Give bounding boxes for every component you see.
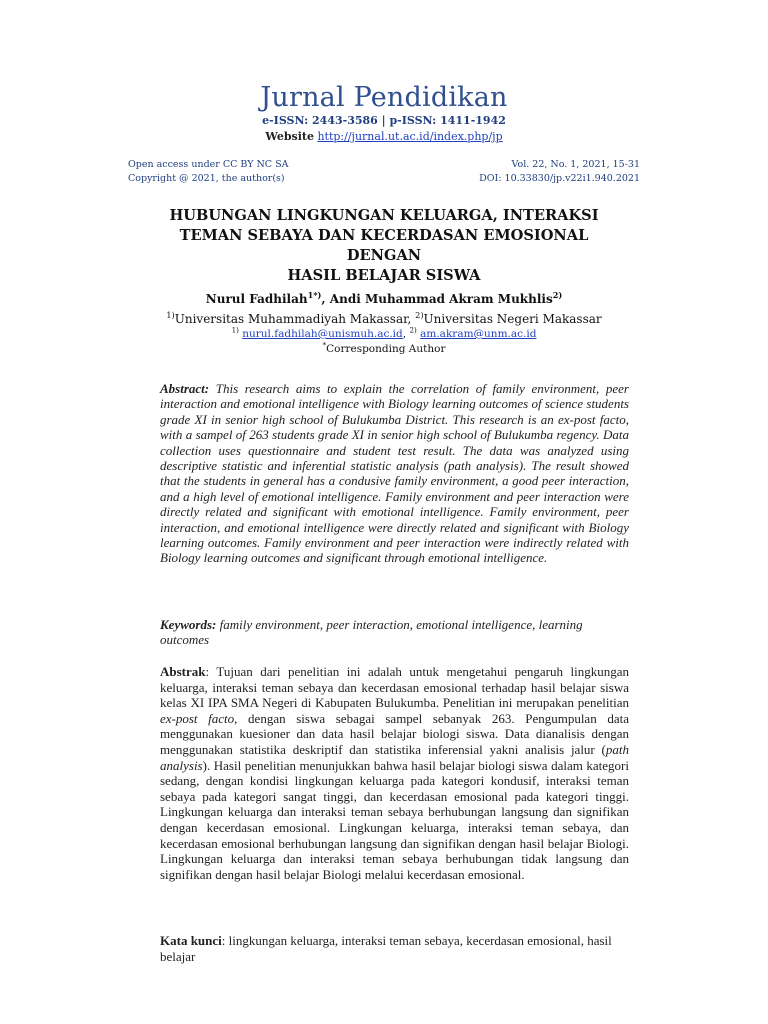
doi-text: DOI: 10.33830/jp.v22i1.940.2021 (479, 173, 640, 184)
corresponding-author (0, 340, 768, 355)
affiliation: Universitas Muhammadiyah Makassar, (174, 312, 416, 326)
kata-kunci (160, 933, 629, 964)
corresponding-text: Corresponding Author (326, 343, 446, 355)
keywords-label: Keywords: (160, 617, 217, 632)
website-link[interactable]: http://jurnal.ut.ac.id/index.php/jp (317, 130, 503, 143)
abstract-indonesian (160, 664, 629, 882)
copyright-text: Copyright @ 2021, the author(s) (128, 173, 285, 184)
affil-sup: 1) (166, 310, 175, 320)
author-name: Nurul Fadhilah (205, 292, 308, 306)
abstrak-text: : Tujuan dari penelitian ini adalah untuk mengetahui pengaruh lingkungan keluarga, interaksi teman sebaya dan kecerdasan emosional terhadap hasil belajar siswa kelas XI IPA SMA Negeri di Kabupaten Bulukumba. Penelitian ini merupakan penelitian (160, 664, 629, 711)
website-line (0, 130, 768, 143)
abstract-label: Abstract: (160, 381, 210, 396)
abstrak-italic: path analysis (160, 741, 629, 773)
email-sup: 2) (409, 325, 417, 335)
abstrak-text: ). Hasil penelitian menunjukkan bahwa hasil belajar biologi siswa dalam kategori sedang, dengan kondisi lingkungan keluarga pada kategori kondusif, interaksi teman sebaya pada kategori sangat tinggi, dan kecerdasan emosional pada kategori tinggi. Lingkungan keluarga dan interaksi teman sebaya berhubungan langsung dan signifikan dengan kecerdasan emosional. Lingkungan keluarga, interaksi teman sebaya, dan kecerdasan emosional berhubungan langsung dan signifikan dengan hasil belajar Biologi. Lingkungan keluarga dan interaksi teman sebaya berhubungan tidak langsung dan signifikan dengan hasil belajar Biologi melalui kecerdasan emosional. (160, 757, 629, 882)
abstrak-label: Abstrak (160, 664, 206, 679)
author-list (0, 292, 768, 306)
abstrak-italic: ex-post facto (160, 710, 235, 726)
website-label: Website (265, 130, 314, 143)
author-name: , Andi Muhammad Akram Mukhlis (321, 292, 553, 306)
volume-text: Vol. 22, No. 1, 2021, 15-31 (511, 159, 640, 170)
affiliations (0, 312, 768, 326)
author-sup: 1*) (307, 290, 322, 300)
email-separator: , (402, 328, 410, 340)
email-link[interactable]: am.akram@unm.ac.id (420, 328, 537, 340)
paper-title-line: HUBUNGAN LINGKUNGAN KELUARGA, INTERAKSI (169, 207, 599, 224)
affil-sup: 2) (415, 310, 424, 320)
author-sup: 2) (552, 290, 563, 300)
affiliation: Universitas Negeri Makassar (423, 312, 602, 326)
kata-kunci-label: Kata kunci (160, 933, 222, 948)
issn-line: e-ISSN: 2443-3586 | p-ISSN: 1411-1942 (262, 114, 506, 127)
license-block (128, 158, 288, 186)
journal-title: Jurnal Pendidikan (260, 82, 508, 113)
email-link[interactable]: nurul.fadhilah@unismuh.ac.id (242, 328, 403, 340)
citation-block (479, 158, 640, 186)
abstrak-text: , dengan siswa sebagai sampel sebanyak 263. Pengumpulan data menggunakan kuesioner dan data hasil belajar biologi siswa. Data dianalisis dengan menggunakan statistika deskriptif dan statistika inferensial yakni analisis jalur ( (160, 710, 629, 757)
paper-title-line: HASIL BELAJAR SISWA (287, 267, 481, 284)
license-text: Open access under CC BY NC SA (128, 159, 289, 170)
kata-kunci-text: : lingkungan keluarga, interaksi teman sebaya, kecerdasan emosional, hasil belajar (160, 933, 612, 964)
corresponding-sup: * (322, 340, 327, 350)
email-list (0, 325, 768, 340)
abstract-text: This research aims to explain the correlation of family environment, peer interaction and emotional intelligence with Biology learning outcomes of science students grade XI in senior high school of Bulukumba District. This research is an ex-post facto, with a sampel of 263 students grade XI in senior high school of Bulukumba regency. Data collection uses questionnaire and student test result. The data was analyzed using descriptive statistic and inferential statistic analysis (path analysis). The result showed that the students in general has a condusive family environment, a good peer interaction, and a high level of emotional intelligence. Family environment and peer interaction were directly related and significant with emotional intelligence. Family environment, peer interaction, and emotional intelligence were directly related and significant with Biology learning outcomes. Family environment and peer interaction were indirectly related with Biology learning outcomes and significant through emotional intelligence. (160, 381, 629, 566)
paper-title-line: TEMAN SEBAYA DAN KECERDASAN EMOSIONAL DENGAN (179, 227, 589, 264)
keywords (160, 617, 629, 648)
keywords-text: family environment, peer interaction, emotional intelligence, learning outcomes (160, 617, 583, 648)
email-sup: 1) (231, 325, 239, 335)
abstract-english (160, 381, 629, 566)
paper-title (150, 206, 618, 286)
